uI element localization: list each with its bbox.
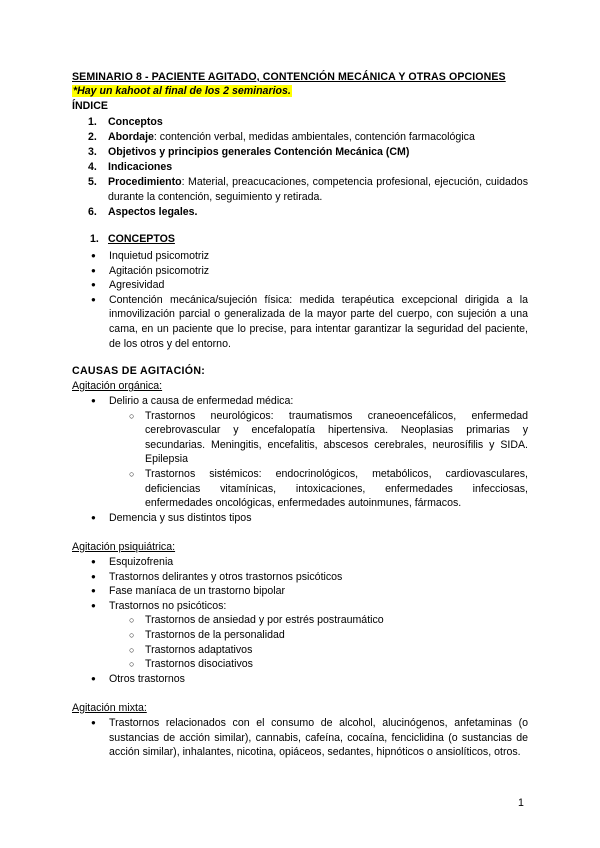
index-item: 3. Objetivos y principios generales Contención Mecánica (CM) <box>88 146 410 158</box>
list-item: ● Trastornos delirantes y otros trastornos psicóticos <box>90 570 528 585</box>
conceptos-heading: 1. CONCEPTOS <box>90 233 175 245</box>
list-item: ● Demencia y sus distintos tipos <box>90 511 528 526</box>
psiquiatrica-sublist <box>128 613 528 671</box>
page-number: 1 <box>518 797 524 809</box>
organica-sublist <box>128 409 528 511</box>
list-item: ● Fase maníaca de un trastorno bipolar <box>90 584 528 599</box>
index-item: 4. Indicaciones <box>88 161 173 173</box>
psiquiatrica-list <box>90 555 528 686</box>
list-item: ● Agresividad <box>90 278 528 293</box>
list-item: ● Esquizofrenia <box>90 555 528 570</box>
list-item <box>90 599 528 672</box>
sub-list-item: ○ Trastornos adaptativos <box>128 643 528 658</box>
causas-heading: CAUSAS DE AGITACIÓN: <box>72 365 206 377</box>
document-title: SEMINARIO 8 - PACIENTE AGITADO, CONTENCIÓN MECÁNICA Y OTRAS OPCIONES <box>72 71 506 83</box>
conceptos-list <box>90 249 528 351</box>
list-item: ● Contención mecánica/sujeción física: medida terapéutica excepcional dirigida a la inmovilización parcial o generalizada de la mayor parte del cuerpo, con sujeción a una cama, en un paciente que lo precise, para intentar garantizar la seguridad del paciente, de los otros y del entorno. <box>90 293 528 351</box>
index-item: 2. Abordaje: contención verbal, medidas ambientales, contención farmacológica <box>88 131 475 143</box>
sub-list-item: ○ Trastornos de ansiedad y por estrés postraumático <box>128 613 528 628</box>
psiquiatrica-heading: Agitación psiquiátrica: <box>72 541 176 553</box>
index-list <box>86 115 528 220</box>
list-item: ● Agitación psicomotriz <box>90 264 528 279</box>
list-item: ● Inquietud psicomotriz <box>90 249 528 264</box>
organica-list <box>90 394 528 525</box>
sub-list-item: ○ Trastornos neurológicos: traumatismos craneoencefálicos, enfermedad cerebrovascular y encefalopatía hipertensiva. Neoplasias primarias y secundarias. Meningitis, encefalitis, abscesos cerebrales, neurosífilis y SIDA. Epilepsia <box>128 409 528 467</box>
mixta-heading: Agitación mixta: <box>72 702 147 714</box>
index-item: 6. Aspectos legales. <box>88 206 198 218</box>
list-item: ● Otros trastornos <box>90 672 528 687</box>
organica-heading: Agitación orgánica: <box>72 380 163 392</box>
no-psicoticos-text: Trastornos no psicóticos: <box>109 599 227 612</box>
list-item <box>90 394 528 511</box>
index-item: 5. Procedimiento: Material, preacucaciones, competencia profesional, ejecución, cuidados durante la contención, seguimiento y retirada. <box>88 176 528 203</box>
list-item: ● Trastornos relacionados con el consumo de alcohol, alucinógenos, anfetaminas (o sustancias de acción similar), cannabis, cafeína, cocaína, fenciclidina (o sustancias de acción similar), inhalantes, nicotina, opiáceos, sedantes, hipnóticos o ansiolíticos, otros. <box>90 716 528 760</box>
sub-list-item: ○ Trastornos disociativos <box>128 657 528 672</box>
sub-list-item: ○ Trastornos de la personalidad <box>128 628 528 643</box>
sub-list-item: ○ Trastornos sistémicos: endocrinológicos, metabólicos, cardiovasculares, deficiencias vitamínicas, intoxicaciones, enfermedades infecciosas, enfermedades oncológicas, enfermedades autoinmunes, fármacos. <box>128 467 528 511</box>
delirio-text: Delirio a causa de enfermedad médica: <box>109 395 294 407</box>
mixta-list <box>90 716 528 760</box>
index-heading: ÍNDICE <box>72 100 108 112</box>
index-item: 1. Conceptos <box>88 116 163 128</box>
kahoot-note: *Hay un kahoot al final de los 2 seminarios. <box>73 85 291 97</box>
